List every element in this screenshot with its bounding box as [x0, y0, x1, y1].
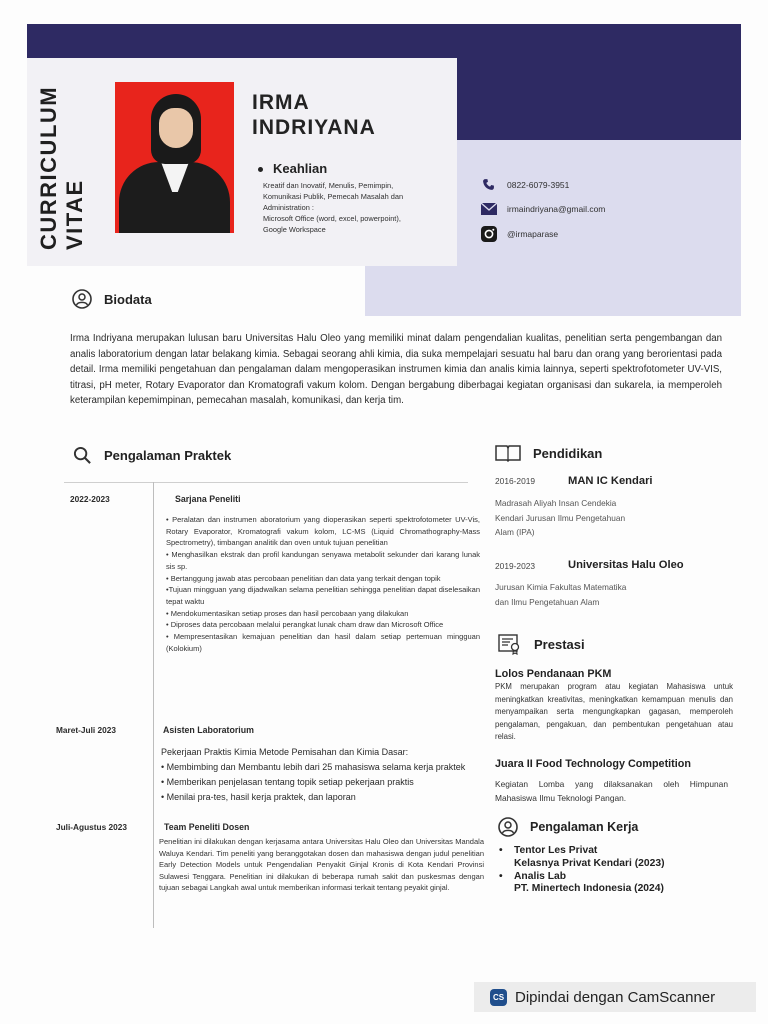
book-icon: [495, 444, 521, 462]
user-circle-icon: [72, 289, 92, 309]
list-item: • Bertanggung jawab atas percobaan penelitian dan data yang terkait dengan topik: [166, 573, 441, 583]
edu-year: 2019-2023: [495, 561, 536, 571]
list-item: • Menghasilkan ekstrak dan profil kandungan senyawa metabolit sekunder dari karang lunak sis sp.: [166, 550, 480, 571]
cv-line-2: VITAE: [62, 179, 87, 250]
instagram-icon: [480, 225, 497, 242]
phone-icon: [480, 176, 497, 193]
list-item: • Memberikan penjelasan tentang topik setiap pekerjaan praktis: [161, 777, 414, 787]
prestasi-item-title: Lolos Pendanaan PKM: [495, 668, 612, 680]
edu-school: Universitas Halu Oleo: [568, 559, 684, 571]
list-item: • Analis Lab: [499, 870, 567, 882]
keahlian-line: Komunikasi Publik, Pemecah Masalah dan: [263, 192, 404, 201]
prestasi-item-desc: Kegiatan Lomba yang dilaksanakan oleh Himpunan Mahasiswa Ilmu Teknologi Pangan.: [495, 779, 728, 803]
list-item: • Menilai pra-tes, hasil kerja praktek, dan laporan: [161, 792, 356, 802]
instagram-contact: [480, 225, 558, 242]
work-place: Kelasnya Privat Kendari (2023): [514, 857, 665, 869]
user-circle-icon: [498, 817, 518, 837]
prestasi-item-desc: PKM merupakan program atau kegiatan Mahasiswa untuk meningkatkan kreativitas, meningkatkan kemampuan menulis dan menyampaikan serta mengungkapkan gagasan, memperoleh pengalaman, pengakuan, dan pembentukan pengetahuan atau relasi.: [495, 682, 733, 741]
work-title: Tentor Les Privat: [514, 845, 598, 856]
work-title: Analis Lab: [514, 870, 567, 882]
edu-desc: [495, 496, 625, 540]
list-item: • Mempresentasikan kemajuan penelitian dan hasil dalam setiap pertemuan mingguan (Kolokium): [166, 632, 480, 653]
edu-desc-line: dan Ilmu Pengetahuan Alam: [495, 596, 600, 607]
keahlian-heading: [258, 161, 327, 176]
camscanner-watermark: [474, 982, 756, 1012]
keahlian-title-text: Keahlian: [273, 161, 328, 176]
edu-year: 2016-2019: [495, 476, 536, 486]
person-name: [252, 90, 376, 140]
profile-photo: [115, 82, 234, 233]
timeline-role: Sarjana Peneliti: [175, 494, 241, 504]
work-place: PT. Minertech Indonesia (2024): [514, 883, 664, 895]
timeline-role: Team Peneliti Dosen: [164, 822, 250, 832]
list-item: Pekerjaan Praktis Kimia Metode Pemisahan dan Kimia Dasar:: [161, 747, 409, 757]
timeline-role: Asisten Laboratorium: [163, 725, 254, 735]
asisten-list: [161, 745, 481, 805]
prestasi-title: Prestasi: [534, 636, 585, 652]
prestasi-item-title: Juara II Food Technology Competition: [495, 758, 691, 770]
timeline-date: 2022-2023: [70, 494, 110, 504]
team-research-text: Penelitian ini dilakukan dengan kerjasama antara Universitas Halu Oleo dan Universitas Mandala Waluya Kendari. Tim peneliti yang beranggotakan dosen dan mahasiswa dengan judul penelitian Early Detection Models untuk Pengendalian Penyakit Ginjal Kronis di Kota Kendari Provinsi Sulawesi Tenggara. Penelitian ini dilakukan di beberapa rumah sakit dan puskesmas dengan tujuan sebagai Langkah awal untuk memberikan informasi terkait tentang peyakit ginjal.: [159, 837, 484, 893]
sarjana-peneliti-list: [166, 514, 480, 654]
keahlian-line: Kreatif dan Inovatif, Menulis, Pemimpin,: [263, 181, 394, 190]
pendidikan-heading: [495, 444, 602, 462]
timeline-date: Maret-Juli 2023: [56, 725, 116, 735]
edu-desc-line: Alam (IPA): [495, 527, 535, 537]
phone-number: 0822-6079-3951: [507, 179, 570, 190]
pendidikan-title: Pendidikan: [533, 445, 603, 461]
keahlian-text: [263, 180, 453, 235]
keahlian-line: Google Workspace: [263, 225, 326, 234]
watermark-text: Dipindai dengan CamScanner: [515, 988, 716, 1006]
email-contact: [480, 200, 605, 217]
timeline-date: Juli-Agustus 2023: [56, 822, 128, 832]
bullet-icon: [258, 167, 263, 172]
kerja-heading: [498, 817, 638, 837]
edu-desc-line: Kendari Jurusan Ilmu Pengetahuan: [495, 512, 626, 523]
name-line-1: IRMA: [252, 91, 310, 114]
biodata-heading: [72, 289, 152, 309]
keahlian-line: Administration :: [263, 203, 314, 212]
curriculum-vitae-label: [36, 82, 90, 252]
cv-line-1: CURRICULUM: [36, 85, 61, 250]
instagram-handle: @irmaparase: [507, 228, 559, 239]
kerja-title: Pengalaman Kerja: [530, 820, 639, 834]
edu-desc: [495, 580, 626, 609]
phone-contact: [480, 176, 569, 193]
keahlian-line: Microsoft Office (word, excel, powerpoint),: [263, 214, 401, 223]
praktek-heading: [73, 446, 231, 465]
biodata-text: Irma Indriyana merupakan lulusan baru Universitas Halu Oleo yang memiliki minat dalam pengendalian kualitas, penelitian serta pengembangan dan analis laboratorium dengan latar belakang kimia. Sebagai seorang ahli kimia, dia suka mempelajari sesuatu hal baru dan orang yang berorientasi pada detail. Irma memiliki pengetahuan dan pengalaman dalam mengoperasikan instrumen kimia dan analis kimia lainnya, seperti spektrofotometer UV-VIS, titrasi, pH meter, Rotary Evaporator dan Kromatografi vakum kolom. Dengan bergabung diberbagai kegiatan organisasi dan sukarela, ia memperoleh keterampilan kepemimpinan, pemecahan masalah, komunikasi, dan kerja tim.: [70, 333, 722, 406]
edu-desc-line: Jurusan Kimia Fakultas Matematika: [495, 582, 627, 592]
list-item: • Diproses data percobaan melalui perangkat lunak cham draw dan Microsoft Office: [166, 620, 444, 630]
email-address: irmaindriyana@gmail.com: [507, 203, 606, 214]
camscanner-logo-icon: CS: [490, 989, 507, 1006]
list-item: • Tentor Les Privat: [499, 845, 598, 856]
search-icon: [73, 446, 92, 465]
mail-icon: [480, 200, 497, 217]
name-line-2: INDRIYANA: [252, 116, 376, 139]
praktek-title: Pengalaman Praktek: [104, 448, 232, 463]
list-item: • Membimbing dan Membantu lebih dari 25 mahasiswa selama kerja praktek: [161, 762, 466, 772]
list-item: • Peralatan dan instrumen aboratorium yang dioperasikan seperti spektrofotometer UV-Vis, Rotary Evaporator, Kromatografi vakum kolom, LC-MS (Liquid Chromathography-Mass Spectrometry), timbangan analitik dan oven untuk tujuan penelitian: [166, 515, 480, 548]
prestasi-heading: [498, 633, 585, 655]
list-item: [499, 883, 729, 896]
list-item: [499, 858, 729, 871]
list-item: • Mendokumentasikan setiap proses dan hasil percobaan yang dilakukan: [166, 608, 409, 618]
edu-desc-line: Madrasah Aliyah Insan Cendekia: [495, 498, 617, 508]
edu-school: MAN IC Kendari: [568, 475, 653, 487]
list-item: •Tujuan mingguan yang dijadwalkan selama penelitian sehingga penelitian dapat diselesaikan tepat waktu: [166, 585, 480, 606]
biodata-title: Biodata: [104, 291, 152, 307]
work-list: [499, 845, 729, 896]
timeline-line: [153, 482, 154, 928]
timeline-divider: [64, 482, 468, 483]
certificate-icon: [498, 633, 522, 655]
